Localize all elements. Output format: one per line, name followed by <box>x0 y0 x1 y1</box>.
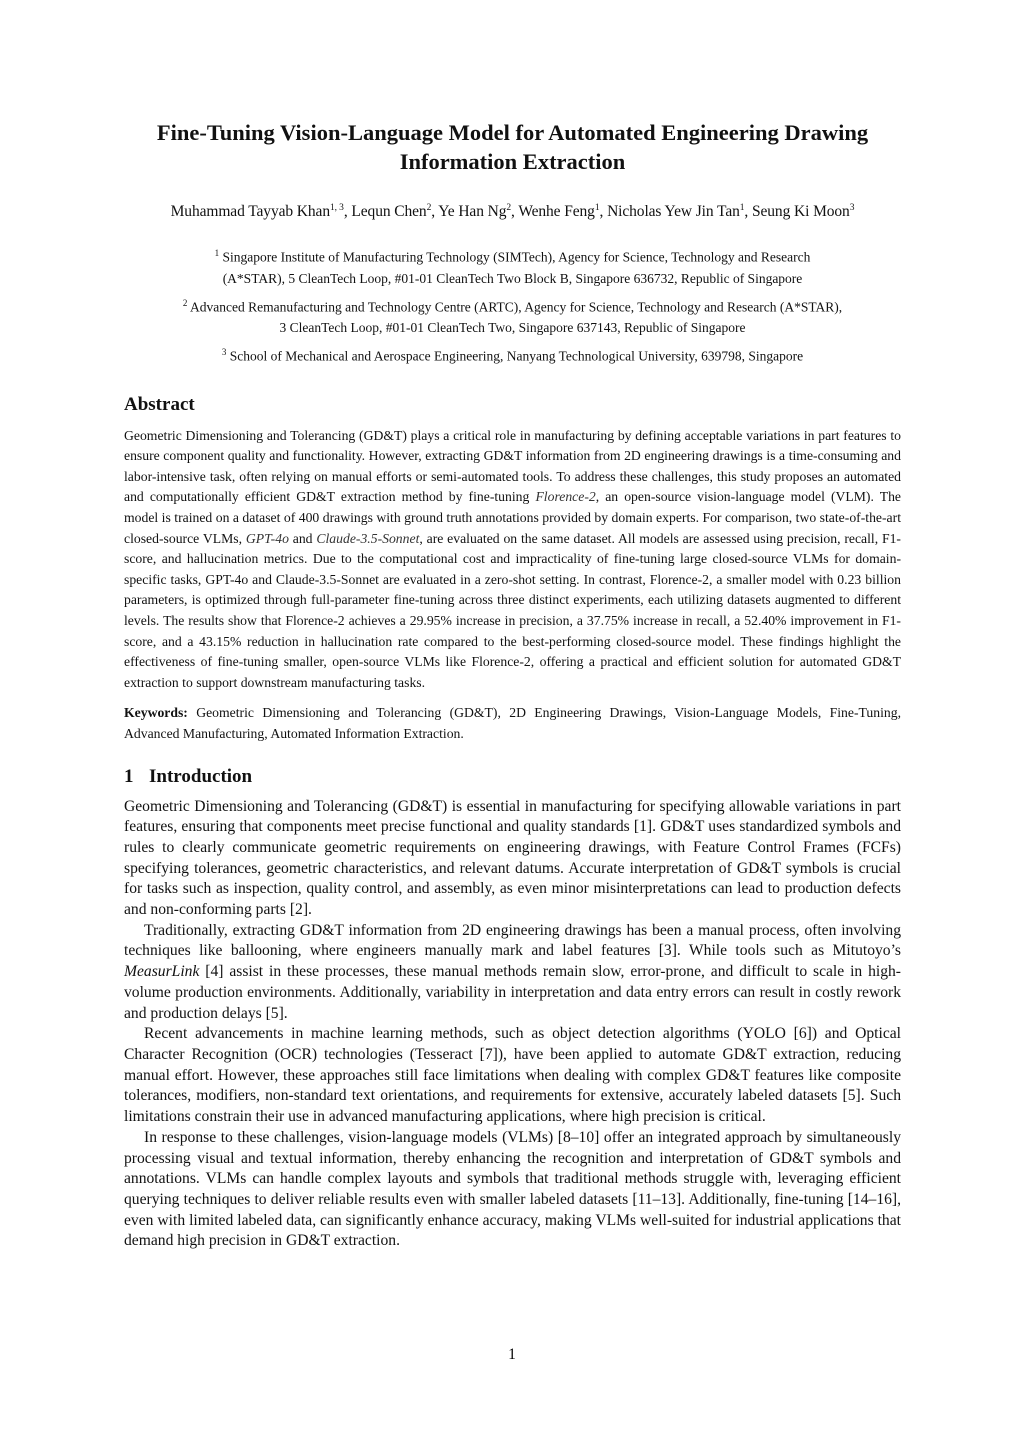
model-name-italic: Claude-3.5-Sonnet <box>316 530 420 546</box>
introduction-heading <box>124 765 901 789</box>
affiliation <box>124 293 901 339</box>
model-name-italic: GPT-4o <box>245 530 289 546</box>
abstract-heading: Abstract <box>124 393 195 415</box>
author-name: Muhammad Tayyab Khan <box>170 203 330 221</box>
paper-page <box>124 118 901 1252</box>
affiliation-line: Singapore Institute of Manufacturing Technology (SIMTech), Agency for Science, Technology and Research <box>222 249 811 265</box>
affiliation <box>124 342 901 367</box>
affiliation-list <box>124 243 901 367</box>
author-name: Seung Ki Moon <box>751 203 850 221</box>
author-affiliation-mark: 1, 3 <box>329 203 344 213</box>
affiliation <box>124 243 901 289</box>
author-list: Muhammad Tayyab Khan$^{1, 3}$, Lequn Chen$^2$, Ye Han Ng$^2$, Wenhe Feng$^1$, Nicholas Yew Jin Tan$^1$, Seung Ki Moon$^3$ <box>170 203 855 221</box>
author-affiliation-mark: 3 <box>849 203 855 213</box>
keywords <box>124 703 901 744</box>
author-name: Wenhe Feng <box>518 203 595 221</box>
keywords-text: Geometric Dimensioning and Tolerancing (GD&T), 2D Engineering Drawings, Vision-Language Models, Fine-Tuning, Advanced Manufacturing, Automated Information Extraction. <box>124 705 901 741</box>
paragraph: Geometric Dimensioning and Tolerancing (GD&T) is essential in manufacturing for specifying allowable variations in part features, ensuring that components meet precise functional and quality standards [1]. GD&T uses standardized symbols and rules to clearly communicate geometric requirements on engineering drawings, with Feature Control Frames (FCFs) specifying tolerances, geometric characteristics, and relevant datums. Accurate interpretation of GD&T symbols is crucial for tasks such as inspection, quality control, and assembly, as even minor misinterpretations can lead to production defects and non-conforming parts [2]. <box>124 797 901 919</box>
author-affiliation-mark: 1 <box>739 203 745 213</box>
author-name: Lequn Chen <box>351 203 427 221</box>
affiliation-mark: 3 <box>221 347 227 358</box>
paper-title: Fine-Tuning Vision-Language Model for Automated Engineering Drawing Information Extraction <box>156 120 869 174</box>
author-affiliation-mark: 1 <box>594 203 600 213</box>
author-affiliation-mark: 2 <box>506 203 512 213</box>
affiliation-line: 3 CleanTech Loop, #01-01 CleanTech Two, Singapore 637143, Republic of Singapore <box>279 320 746 336</box>
author-affiliation-mark: 2 <box>426 203 432 213</box>
introduction-body <box>124 797 901 1252</box>
affiliation-line: (A*STAR), 5 CleanTech Loop, #01-01 CleanTech Two Block B, Singapore 636732, Republic of Singapore <box>222 270 803 286</box>
affiliation-mark: 2 <box>182 297 188 308</box>
model-name-italic: Florence-2 <box>535 489 596 505</box>
keywords-label: Keywords: <box>124 705 188 721</box>
affiliation-line: Advanced Remanufacturing and Technology Centre (ARTC), Agency for Science, Technology and Research (A*STAR), <box>189 299 843 315</box>
abstract-text: Geometric Dimensioning and Tolerancing (GD&T) plays a critical role in manufacturing by defining acceptable variations in part features to ensure component quality and functionality. However, extracting GD&T information from 2D engineering drawings is a time-consuming and labor-intensive task, often relying on manual efforts or semi-automated tools. To address these challenges, this study proposes an automated and computationally efficient GD&T extraction method by fine-tuning Florence-2, an open-source vision-language model (VLM). The model is trained on a dataset of 400 drawings with ground truth annotations provided by domain experts. For comparison, two state-of-the-art closed-source VLMs, GPT-4o and Claude-3.5-Sonnet, are evaluated on the same dataset. All models are assessed using precision, recall, F1-score, and hallucination metrics. Due to the computational cost and impracticality of fine-tuning large closed-source VLMs for domain-specific tasks, GPT-4o and Claude-3.5-Sonnet are evaluated in a zero-shot setting. In contrast, Florence-2, a smaller model with 0.23 billion parameters, is optimized through full-parameter fine-tuning across three distinct experiments, each utilizing datasets augmented to different levels. The results show that Florence-2 achieves a 29.95% increase in precision, a 37.75% increase in recall, a 52.40% improvement in F1-score, and a 43.15% reduction in hallucination rate compared to the best-performing closed-source model. These findings highlight the effectiveness of fine-tuning smaller, open-source VLMs like Florence-2, offering a practical and efficient solution for automated GD&T extraction to support downstream manufacturing tasks. <box>124 427 902 690</box>
author-name: Nicholas Yew Jin Tan <box>607 203 740 221</box>
section-title: Introduction <box>149 765 253 787</box>
page-number: 1 <box>508 1346 516 1363</box>
author-name: Ye Han Ng <box>438 203 507 221</box>
section-number: 1 <box>124 765 134 787</box>
product-name-italic: MeasurLink <box>124 963 200 981</box>
affiliation-mark: 1 <box>214 248 220 259</box>
paragraph: In response to these challenges, vision-language models (VLMs) [8–10] offer an integrated approach by simultaneously processing visual and textual information, thereby enhancing the recognition and interpretation of GD&T symbols and annotations. VLMs can handle complex layouts and symbols that traditional methods struggle with, leveraging efficient querying techniques to deliver reliable results even with smaller labeled datasets [11–13]. Additionally, fine-tuning [14–16], even with limited labeled data, can significantly enhance accuracy, making VLMs well-suited for industrial applications that demand high precision in GD&T extraction. <box>124 1128 901 1250</box>
paragraph: Traditionally, extracting GD&T information from 2D engineering drawings has been a manual process, often involving techniques like ballooning, where engineers manually mark and label features [3]. While tools such as Mitutoyo’s MeasurLink [4] assist in these processes, these manual methods remain slow, error-prone, and difficult to scale in high-volume production environments. Additionally, variability in interpretation and data entry errors can result in costly rework and production delays [5]. <box>124 921 901 1022</box>
affiliation-line: School of Mechanical and Aerospace Engineering, Nanyang Technological University, 639798, Singapore <box>229 348 804 364</box>
paragraph: Recent advancements in machine learning methods, such as object detection algorithms (YOLO [6]) and Optical Character Recognition (OCR) technologies (Tesseract [7]), have been applied to automate GD&T extraction, reducing manual effort. However, these approaches still face limitations when dealing with complex GD&T features like composite tolerances, modifiers, non-standard text orientations, and requirements for extensive, accurately labeled datasets [5]. Such limitations constrain their use in advanced manufacturing applications, where high precision is critical. <box>124 1025 901 1126</box>
